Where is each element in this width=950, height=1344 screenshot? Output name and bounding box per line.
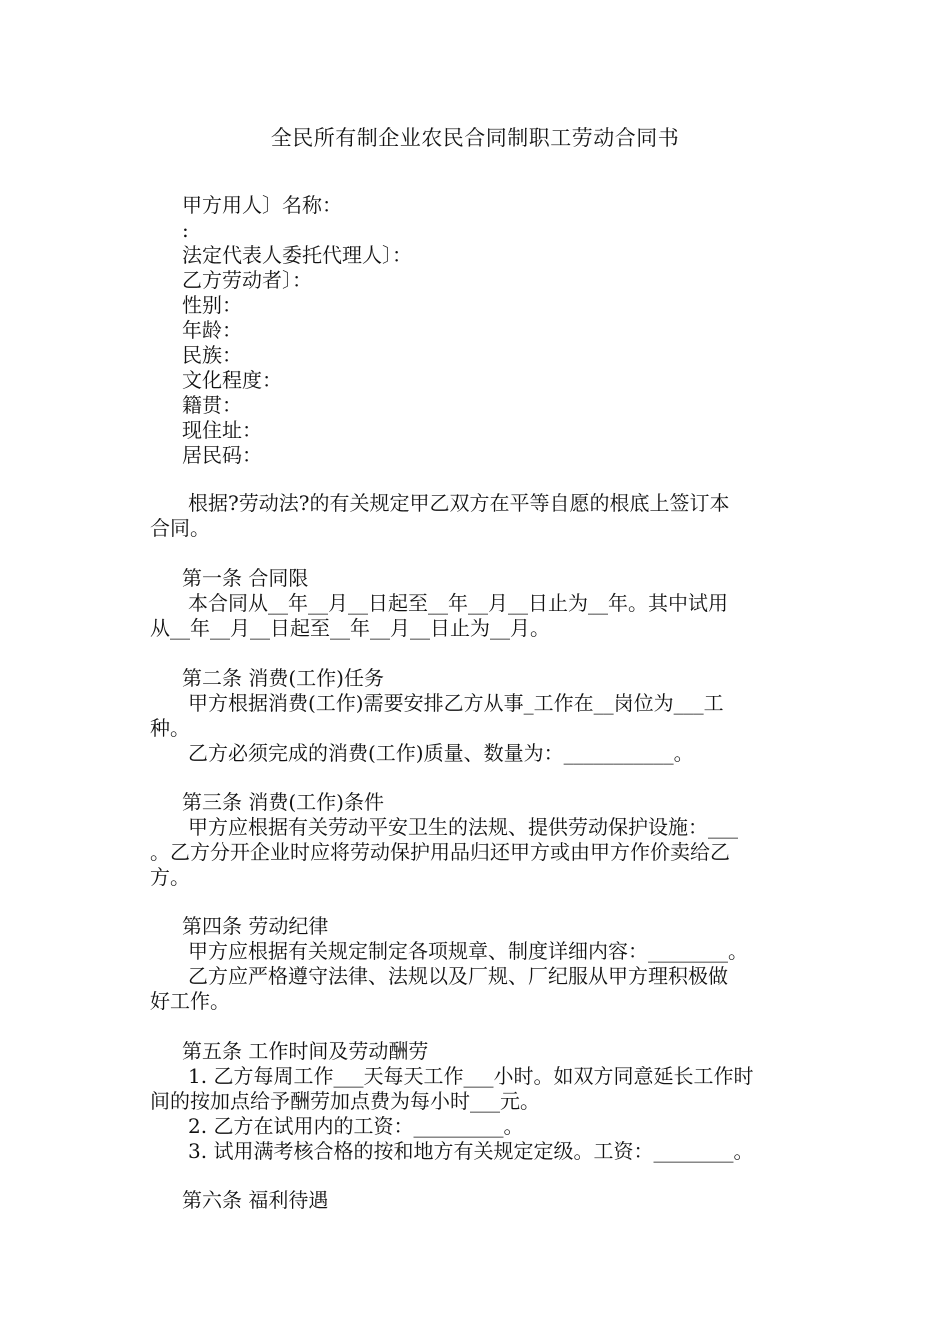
article-line: 3. 试用满考核合格的按和地方有关规定定级。工资：________。 xyxy=(188,1139,754,1163)
article-heading: 第五条 工作时间及劳动酬劳 xyxy=(182,1039,429,1063)
article-line: 好工作。 xyxy=(150,989,230,1013)
article-3 xyxy=(150,790,800,890)
party-line: 籍贯： xyxy=(182,393,242,417)
article-heading: 第一条 合同限 xyxy=(182,566,309,590)
article-line: 2. 乙方在试用内的工资：_________。 xyxy=(188,1114,524,1138)
document-title: 全民所有制企业农民合同制职工劳动合同书 xyxy=(270,126,680,150)
party-line: 甲方用人〕名称： xyxy=(182,193,342,217)
article-line: 乙方应严格遵守法律、法规以及厂规、厂纪服从甲方理积极做 xyxy=(188,964,728,988)
article-heading: 第四条 劳动纪律 xyxy=(182,914,329,938)
article-2 xyxy=(150,666,800,766)
party-info xyxy=(150,193,800,468)
article-5 xyxy=(150,1039,800,1164)
article-1 xyxy=(150,566,800,641)
preamble-line: 根据?劳动法?的有关规定甲乙双方在平等自愿的根底上签订本 xyxy=(188,491,730,515)
article-line: 本合同从__年__月__日起至__年__月__日止为__年。其中试用 xyxy=(188,591,728,615)
party-line: : xyxy=(182,218,189,242)
party-line: 年龄： xyxy=(182,318,242,342)
article-line: 甲方应根据有关劳动平安卫生的法规、提供劳动保护设施：___ xyxy=(188,815,738,839)
party-line: 民族： xyxy=(182,343,242,367)
article-heading: 第三条 消费(工作)条件 xyxy=(182,790,384,814)
party-line: 现住址： xyxy=(182,418,262,442)
article-line: 方。 xyxy=(150,865,190,889)
party-line: 文化程度： xyxy=(182,368,282,392)
article-line: 从__年__月__日起至__年__月__日止为__月。 xyxy=(150,616,550,640)
article-6 xyxy=(150,1188,800,1213)
article-line: 甲方应根据有关规定制定各项规章、制度详细内容：________。 xyxy=(188,939,748,963)
article-line: 。乙方分开企业时应将劳动保护用品归还甲方或由甲方作价卖给乙 xyxy=(150,840,730,864)
article-heading: 第六条 福利待遇 xyxy=(182,1188,329,1212)
party-line: 居民码： xyxy=(182,443,262,467)
article-4 xyxy=(150,914,800,1014)
preamble xyxy=(150,491,800,541)
article-line: 甲方根据消费(工作)需要安排乙方从事_工作在__岗位为___工 xyxy=(188,691,724,715)
article-line: 间的按加点给予酬劳加点费为每小时___元。 xyxy=(150,1089,540,1113)
preamble-line: 合同。 xyxy=(150,516,210,540)
party-line: 乙方劳动者〕： xyxy=(182,268,312,292)
party-line: 法定代表人委托代理人〕： xyxy=(182,243,412,267)
article-line: 1. 乙方每周工作___天每天工作___小时。如双方同意延长工作时 xyxy=(188,1064,754,1088)
article-line: 种。 xyxy=(150,716,190,740)
article-heading: 第二条 消费(工作)任务 xyxy=(182,666,384,690)
party-line: 性别： xyxy=(182,293,242,317)
article-line: 乙方必须完成的消费(工作)质量、数量为：___________。 xyxy=(188,741,694,765)
